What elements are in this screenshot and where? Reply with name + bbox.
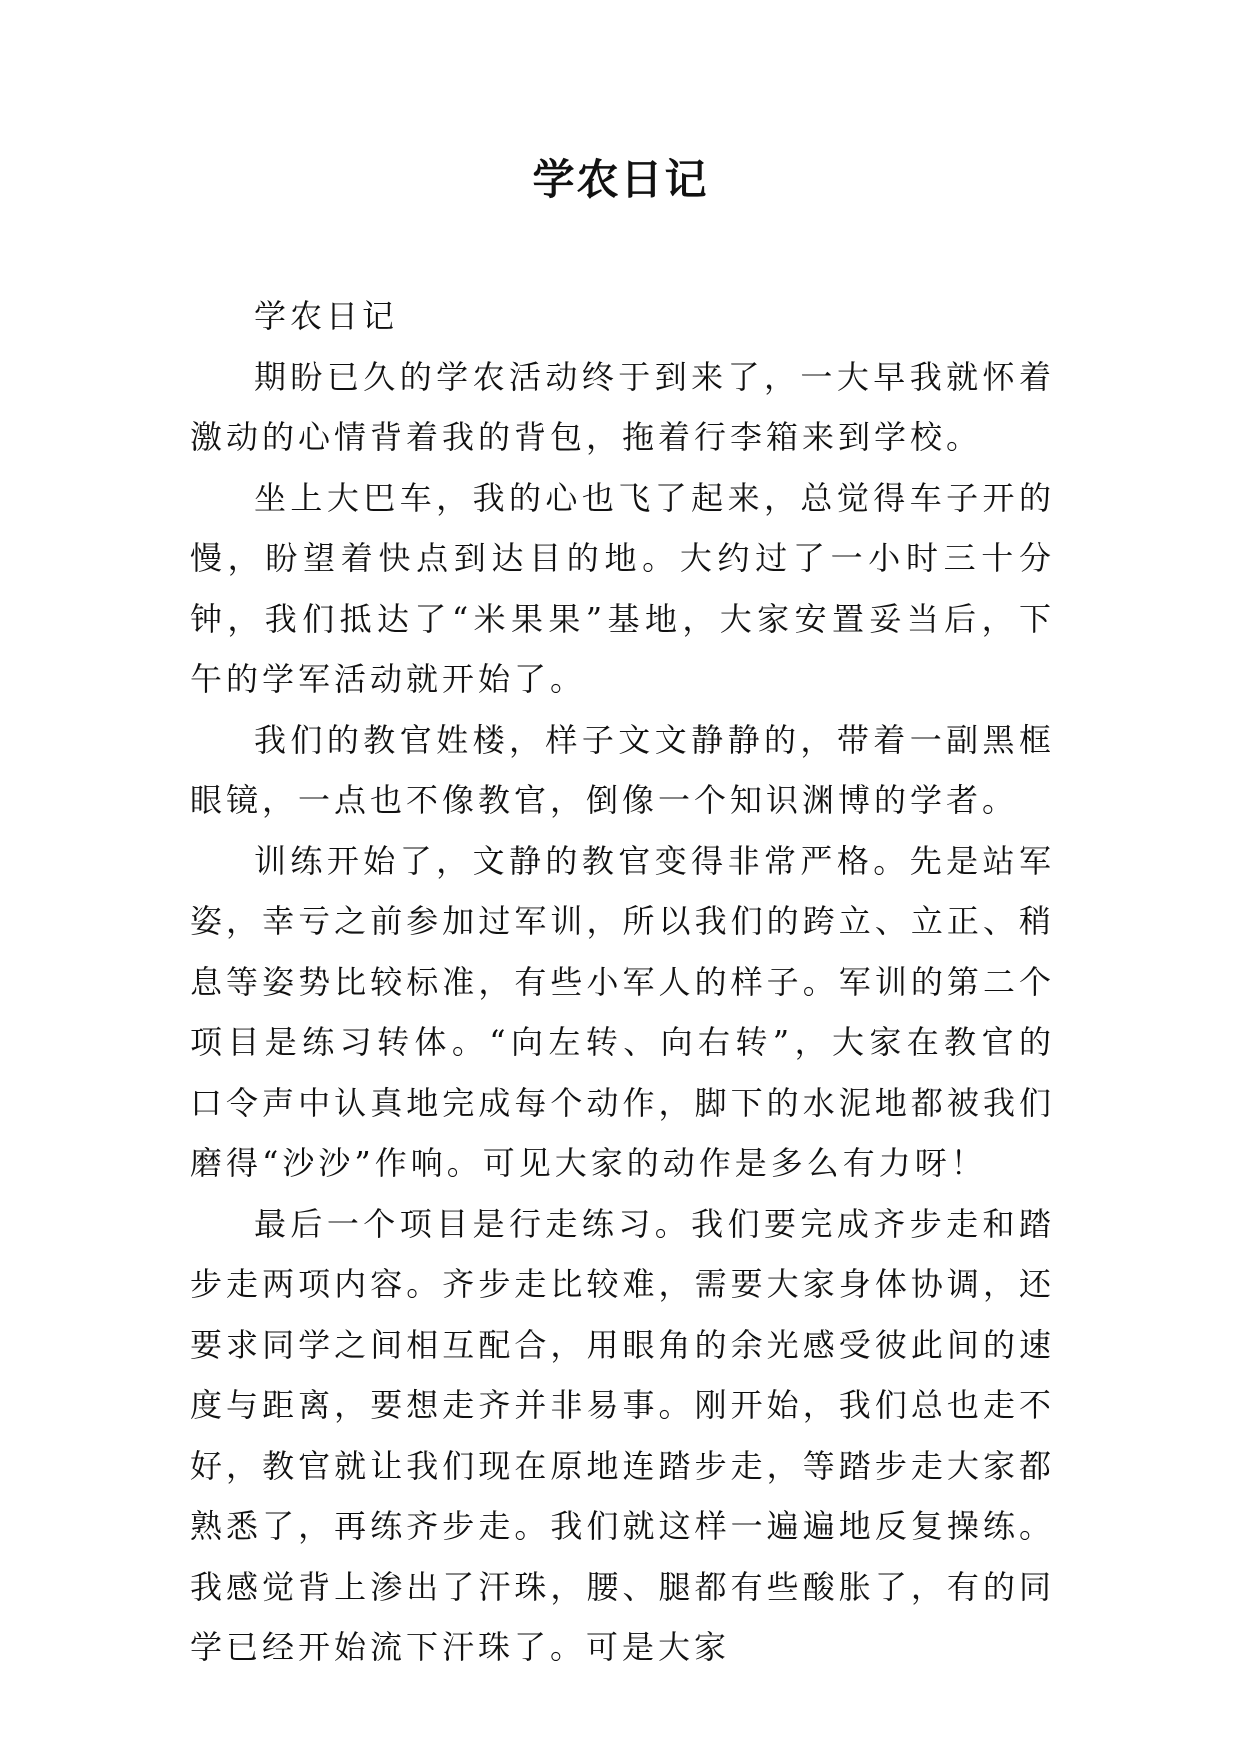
paragraph-heading: 学农日记 <box>254 297 399 335</box>
paragraph: 训练开始了，文静的教官变得非常严格。先是站军姿，幸亏之前参加过军训，所以我们的跨立、立正、稍息等姿势比较标准，有些小军人的样子。军训的第二个项目是练习转体。“向左转、向右转”，大家在教官的口令声中认真地完成每个动作，脚下的水泥地都被我们磨得“沙沙”作响。可见大家的动作是多么有力呀！ <box>190 841 1055 1182</box>
document-body <box>190 286 1055 1678</box>
paragraph: 最后一个项目是行走练习。我们要完成齐步走和踏步走两项内容。齐步走比较难，需要大家身体协调，还要求同学之间相互配合，用眼角的余光感受彼此间的速度与距离，要想走齐并非易事。刚开始，我们总也走不好，教官就让我们现在原地连踏步走，等踏步走大家都熟悉了，再练齐步走。我们就这样一遍遍地反复操练。我感觉背上渗出了汗珠，腰、腿都有些酸胀了，有的同学已经开始流下汗珠了。可是大家 <box>190 1204 1055 1666</box>
paragraph: 期盼已久的学农活动终于到来了，一大早我就怀着激动的心情背着我的背包，拖着行李箱来到学校。 <box>190 357 1055 456</box>
paragraph: 坐上大巴车，我的心也飞了起来，总觉得车子开的慢，盼望着快点到达目的地。大约过了一小时三十分钟，我们抵达了“米果果”基地，大家安置妥当后，下午的学军活动就开始了。 <box>190 478 1055 698</box>
paragraph: 我们的教官姓楼，样子文文静静的，带着一副黑框眼镜，一点也不像教官，倒像一个知识渊博的学者。 <box>190 720 1055 819</box>
document-title: 学农日记 <box>532 155 709 204</box>
